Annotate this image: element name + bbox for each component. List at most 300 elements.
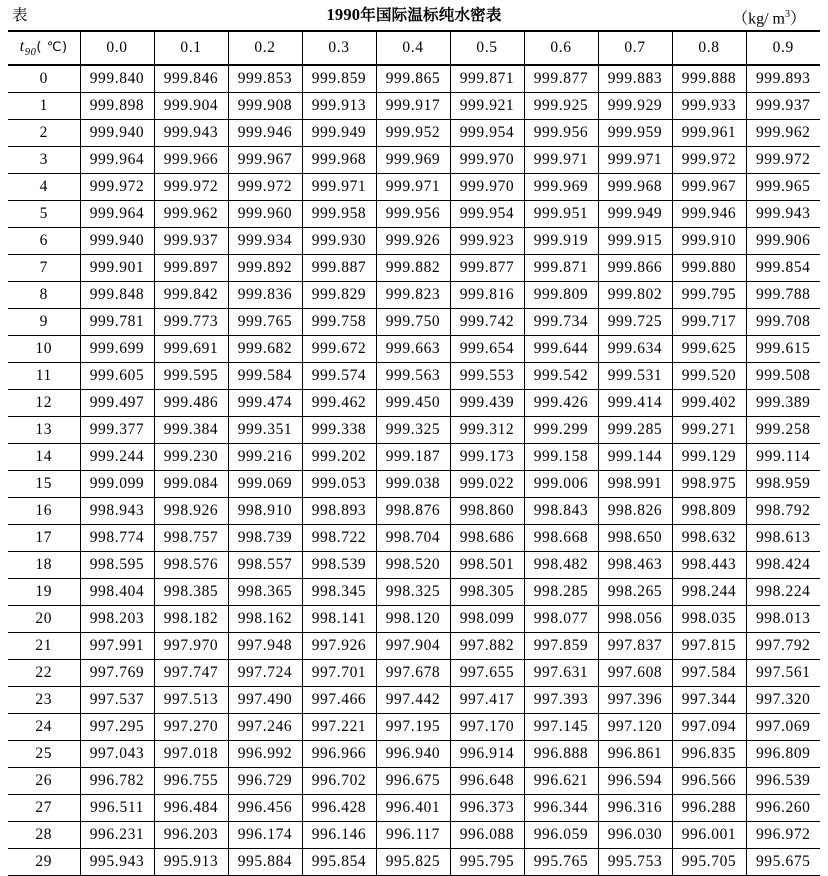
table-row	[8, 201, 820, 228]
temp-subscript: 90	[24, 47, 37, 59]
table-row	[8, 93, 820, 120]
table-row	[8, 795, 820, 822]
density-cell: 999.691	[154, 336, 228, 363]
density-cell: 999.809	[524, 282, 598, 309]
temp-unit: ( ℃)	[36, 39, 68, 55]
table-row	[8, 65, 820, 93]
density-cell: 997.417	[450, 687, 524, 714]
density-cell: 996.914	[450, 741, 524, 768]
density-cell: 999.934	[228, 228, 302, 255]
row-header-temperature: 14	[8, 444, 80, 471]
density-cell: 998.739	[228, 525, 302, 552]
density-cell: 999.917	[376, 93, 450, 120]
density-cell: 999.531	[598, 363, 672, 390]
density-cell: 998.120	[376, 606, 450, 633]
density-cell: 998.722	[302, 525, 376, 552]
density-cell: 999.925	[524, 93, 598, 120]
row-header-temperature: 22	[8, 660, 80, 687]
density-cell: 999.882	[376, 255, 450, 282]
density-cell: 999.971	[524, 147, 598, 174]
density-cell: 997.970	[154, 633, 228, 660]
density-cell: 997.678	[376, 660, 450, 687]
density-cell: 997.246	[228, 714, 302, 741]
density-cell: 998.501	[450, 552, 524, 579]
density-cell: 999.663	[376, 336, 450, 363]
row-header-temperature: 29	[8, 849, 80, 876]
row-header-temperature: 13	[8, 417, 80, 444]
density-cell: 999.389	[746, 390, 820, 417]
density-cell: 997.344	[672, 687, 746, 714]
density-cell: 999.913	[302, 93, 376, 120]
density-cell: 998.893	[302, 498, 376, 525]
density-cell: 999.972	[672, 147, 746, 174]
density-cell: 998.056	[598, 606, 672, 633]
density-cell: 999.966	[154, 147, 228, 174]
density-cell: 996.729	[228, 768, 302, 795]
density-cell: 999.734	[524, 309, 598, 336]
density-cell: 995.765	[524, 849, 598, 876]
density-cell: 999.949	[302, 120, 376, 147]
density-cell: 999.795	[672, 282, 746, 309]
density-cell: 998.385	[154, 579, 228, 606]
density-cell: 999.173	[450, 444, 524, 471]
density-cell: 999.497	[80, 390, 154, 417]
density-cell: 999.904	[154, 93, 228, 120]
density-cell: 997.701	[302, 660, 376, 687]
column-header-1: 0.1	[154, 31, 228, 65]
row-header-temperature: 19	[8, 579, 80, 606]
density-cell: 997.948	[228, 633, 302, 660]
density-cell: 996.344	[524, 795, 598, 822]
density-cell: 999.285	[598, 417, 672, 444]
density-cell: 999.439	[450, 390, 524, 417]
table-row	[8, 552, 820, 579]
density-cell: 999.377	[80, 417, 154, 444]
density-cell: 999.969	[376, 147, 450, 174]
density-cell: 999.384	[154, 417, 228, 444]
density-cell: 999.871	[524, 255, 598, 282]
row-header-temperature: 12	[8, 390, 80, 417]
density-cell: 999.951	[524, 201, 598, 228]
density-cell: 999.888	[672, 65, 746, 93]
density-cell: 997.270	[154, 714, 228, 741]
caption-label: 表	[12, 6, 28, 24]
column-header-3: 0.3	[302, 31, 376, 65]
density-cell: 999.158	[524, 444, 598, 471]
density-cell: 997.018	[154, 741, 228, 768]
density-cell: 999.351	[228, 417, 302, 444]
column-header-8: 0.8	[672, 31, 746, 65]
row-header-temperature: 1	[8, 93, 80, 120]
density-cell: 999.901	[80, 255, 154, 282]
density-cell: 995.884	[228, 849, 302, 876]
density-cell: 999.961	[672, 120, 746, 147]
table-row	[8, 147, 820, 174]
row-header-temperature: 10	[8, 336, 80, 363]
density-cell: 999.230	[154, 444, 228, 471]
density-cell: 998.774	[80, 525, 154, 552]
density-cell: 996.861	[598, 741, 672, 768]
density-cell: 996.373	[450, 795, 524, 822]
density-cell: 996.059	[524, 822, 598, 849]
density-cell: 998.099	[450, 606, 524, 633]
density-cell: 999.312	[450, 417, 524, 444]
density-cell: 996.621	[524, 768, 598, 795]
density-cell: 996.675	[376, 768, 450, 795]
density-cell: 997.396	[598, 687, 672, 714]
density-cell: 999.854	[746, 255, 820, 282]
density-cell: 998.404	[80, 579, 154, 606]
density-cell: 999.908	[228, 93, 302, 120]
density-cell: 997.466	[302, 687, 376, 714]
density-cell: 999.972	[746, 147, 820, 174]
density-cell: 995.825	[376, 849, 450, 876]
density-cell: 999.960	[228, 201, 302, 228]
density-cell: 999.099	[80, 471, 154, 498]
density-cell: 998.244	[672, 579, 746, 606]
density-cell: 999.644	[524, 336, 598, 363]
density-cell: 999.750	[376, 309, 450, 336]
density-cell: 999.940	[80, 228, 154, 255]
density-cell: 999.898	[80, 93, 154, 120]
column-header-0: 0.0	[80, 31, 154, 65]
table-row	[8, 687, 820, 714]
table-row	[8, 768, 820, 795]
density-cell: 995.913	[154, 849, 228, 876]
density-cell: 996.174	[228, 822, 302, 849]
density-cell: 998.704	[376, 525, 450, 552]
density-cell: 999.542	[524, 363, 598, 390]
density-cell: 996.316	[598, 795, 672, 822]
density-cell: 998.576	[154, 552, 228, 579]
density-cell: 999.836	[228, 282, 302, 309]
table-row	[8, 606, 820, 633]
density-cell: 999.758	[302, 309, 376, 336]
row-header-temperature: 24	[8, 714, 80, 741]
density-cell: 998.463	[598, 552, 672, 579]
density-cell: 999.414	[598, 390, 672, 417]
density-cell: 997.631	[524, 660, 598, 687]
density-cell: 997.513	[154, 687, 228, 714]
density-cell: 999.971	[376, 174, 450, 201]
density-cell: 999.877	[450, 255, 524, 282]
density-cell: 996.231	[80, 822, 154, 849]
density-cell: 999.615	[746, 336, 820, 363]
density-cell: 995.675	[746, 849, 820, 876]
density-cell: 999.967	[672, 174, 746, 201]
density-cell: 999.972	[228, 174, 302, 201]
density-cell: 995.854	[302, 849, 376, 876]
table-row	[8, 390, 820, 417]
density-cell: 998.792	[746, 498, 820, 525]
density-cell: 998.345	[302, 579, 376, 606]
density-cell: 999.625	[672, 336, 746, 363]
density-cell: 998.843	[524, 498, 598, 525]
density-cell: 996.566	[672, 768, 746, 795]
density-cell: 998.365	[228, 579, 302, 606]
density-cell: 999.765	[228, 309, 302, 336]
density-cell: 996.992	[228, 741, 302, 768]
density-cell: 996.782	[80, 768, 154, 795]
density-cell: 998.265	[598, 579, 672, 606]
density-cell: 999.965	[746, 174, 820, 201]
units-prefix: （kg/ m	[732, 10, 785, 28]
density-cell: 997.815	[672, 633, 746, 660]
table-row	[8, 714, 820, 741]
row-header-temperature: 0	[8, 65, 80, 93]
density-cell: 999.816	[450, 282, 524, 309]
density-cell: 998.959	[746, 471, 820, 498]
density-cell: 999.672	[302, 336, 376, 363]
density-cell: 996.755	[154, 768, 228, 795]
density-cell: 996.428	[302, 795, 376, 822]
density-cell: 998.539	[302, 552, 376, 579]
density-cell: 999.969	[524, 174, 598, 201]
table-body	[8, 65, 820, 876]
density-cell: 999.216	[228, 444, 302, 471]
density-cell: 999.848	[80, 282, 154, 309]
density-cell: 998.826	[598, 498, 672, 525]
table-row	[8, 174, 820, 201]
density-cell: 999.634	[598, 336, 672, 363]
row-header-temperature: 26	[8, 768, 80, 795]
table-row	[8, 660, 820, 687]
density-cell: 999.842	[154, 282, 228, 309]
density-cell: 997.069	[746, 714, 820, 741]
density-cell: 999.595	[154, 363, 228, 390]
density-cell: 999.954	[450, 120, 524, 147]
density-cell: 996.117	[376, 822, 450, 849]
density-cell: 997.859	[524, 633, 598, 660]
density-cell: 999.970	[450, 147, 524, 174]
density-cell: 997.747	[154, 660, 228, 687]
row-header-temperature: 8	[8, 282, 80, 309]
density-cell: 997.608	[598, 660, 672, 687]
density-cell: 996.401	[376, 795, 450, 822]
table-row	[8, 471, 820, 498]
density-cell: 998.077	[524, 606, 598, 633]
density-cell: 999.871	[450, 65, 524, 93]
density-cell: 999.584	[228, 363, 302, 390]
density-cell: 999.006	[524, 471, 598, 498]
density-cell: 999.972	[80, 174, 154, 201]
table-row	[8, 282, 820, 309]
density-cell: 997.537	[80, 687, 154, 714]
density-cell: 999.022	[450, 471, 524, 498]
column-header-2: 0.2	[228, 31, 302, 65]
column-header-7: 0.7	[598, 31, 672, 65]
density-cell: 997.769	[80, 660, 154, 687]
density-cell: 999.508	[746, 363, 820, 390]
column-header-4: 0.4	[376, 31, 450, 65]
density-cell: 999.967	[228, 147, 302, 174]
density-cell: 999.563	[376, 363, 450, 390]
density-cell: 996.648	[450, 768, 524, 795]
density-cell: 995.753	[598, 849, 672, 876]
title-text: 年国际温标纯水密表	[360, 6, 502, 24]
table-row	[8, 120, 820, 147]
density-cell: 998.424	[746, 552, 820, 579]
density-cell: 999.949	[598, 201, 672, 228]
density-cell: 999.956	[524, 120, 598, 147]
density-cell: 996.088	[450, 822, 524, 849]
density-cell: 999.084	[154, 471, 228, 498]
row-header-temperature: 17	[8, 525, 80, 552]
density-cell: 998.141	[302, 606, 376, 633]
density-cell: 999.897	[154, 255, 228, 282]
density-cell: 998.520	[376, 552, 450, 579]
table-row	[8, 849, 820, 876]
density-cell: 995.943	[80, 849, 154, 876]
density-cell: 999.887	[302, 255, 376, 282]
density-cell: 996.456	[228, 795, 302, 822]
density-cell: 996.203	[154, 822, 228, 849]
density-cell: 998.305	[450, 579, 524, 606]
row-header-temperature: 15	[8, 471, 80, 498]
density-cell: 999.964	[80, 201, 154, 228]
density-cell: 999.906	[746, 228, 820, 255]
density-cell: 999.929	[598, 93, 672, 120]
density-cell: 995.795	[450, 849, 524, 876]
density-cell: 999.520	[672, 363, 746, 390]
density-cell: 999.919	[524, 228, 598, 255]
density-cell: 999.129	[672, 444, 746, 471]
row-header-temperature: 23	[8, 687, 80, 714]
temp-symbol: t	[19, 37, 25, 55]
density-cell: 998.757	[154, 525, 228, 552]
density-cell: 997.320	[746, 687, 820, 714]
row-header-temperature: 28	[8, 822, 80, 849]
density-cell: 999.402	[672, 390, 746, 417]
density-cell: 999.717	[672, 309, 746, 336]
table-row	[8, 498, 820, 525]
density-cell: 999.970	[450, 174, 524, 201]
density-cell: 999.968	[302, 147, 376, 174]
density-cell: 999.926	[376, 228, 450, 255]
density-cell: 999.946	[228, 120, 302, 147]
density-cell: 996.702	[302, 768, 376, 795]
density-cell: 998.943	[80, 498, 154, 525]
table-row	[8, 579, 820, 606]
density-cell: 999.823	[376, 282, 450, 309]
density-cell: 999.840	[80, 65, 154, 93]
row-header-temperature: 27	[8, 795, 80, 822]
density-cell: 999.915	[598, 228, 672, 255]
density-cell: 999.574	[302, 363, 376, 390]
density-cell: 999.486	[154, 390, 228, 417]
row-header-temperature: 6	[8, 228, 80, 255]
density-cell: 997.904	[376, 633, 450, 660]
density-cell: 997.837	[598, 633, 672, 660]
density-cell: 999.880	[672, 255, 746, 282]
density-cell: 999.788	[746, 282, 820, 309]
density-cell: 996.260	[746, 795, 820, 822]
table-caption	[8, 0, 820, 30]
row-header-temperature: 7	[8, 255, 80, 282]
density-cell: 999.725	[598, 309, 672, 336]
density-cell: 998.860	[450, 498, 524, 525]
density-cell: 998.910	[228, 498, 302, 525]
density-cell: 999.892	[228, 255, 302, 282]
density-cell: 998.203	[80, 606, 154, 633]
density-cell: 999.952	[376, 120, 450, 147]
page-title	[8, 0, 820, 30]
density-cell: 996.972	[746, 822, 820, 849]
density-cell: 998.285	[524, 579, 598, 606]
row-header-temperature: 3	[8, 147, 80, 174]
density-cell: 996.940	[376, 741, 450, 768]
density-cell: 999.781	[80, 309, 154, 336]
density-cell: 998.162	[228, 606, 302, 633]
density-cell: 999.187	[376, 444, 450, 471]
density-cell: 999.972	[154, 174, 228, 201]
density-cell: 999.271	[672, 417, 746, 444]
water-density-table	[8, 30, 820, 876]
density-cell: 997.170	[450, 714, 524, 741]
density-cell: 997.926	[302, 633, 376, 660]
density-cell: 999.923	[450, 228, 524, 255]
density-cell: 996.030	[598, 822, 672, 849]
density-cell: 997.145	[524, 714, 598, 741]
density-cell: 999.866	[598, 255, 672, 282]
density-cell: 996.001	[672, 822, 746, 849]
table-row	[8, 633, 820, 660]
density-cell: 997.882	[450, 633, 524, 660]
density-cell: 998.876	[376, 498, 450, 525]
table-row	[8, 228, 820, 255]
density-cell: 999.426	[524, 390, 598, 417]
density-cell: 999.943	[746, 201, 820, 228]
density-cell: 999.930	[302, 228, 376, 255]
density-cell: 999.883	[598, 65, 672, 93]
density-cell: 997.195	[376, 714, 450, 741]
table-row	[8, 363, 820, 390]
density-cell: 999.708	[746, 309, 820, 336]
density-cell: 997.043	[80, 741, 154, 768]
density-cell: 998.035	[672, 606, 746, 633]
density-cell: 995.705	[672, 849, 746, 876]
density-cell: 999.921	[450, 93, 524, 120]
density-cell: 998.686	[450, 525, 524, 552]
density-cell: 997.442	[376, 687, 450, 714]
density-cell: 997.490	[228, 687, 302, 714]
density-cell: 999.958	[302, 201, 376, 228]
table-header	[8, 31, 820, 65]
density-cell: 999.802	[598, 282, 672, 309]
density-cell: 999.962	[746, 120, 820, 147]
density-cell: 999.910	[672, 228, 746, 255]
density-cell: 996.511	[80, 795, 154, 822]
density-cell: 999.114	[746, 444, 820, 471]
density-cell: 999.865	[376, 65, 450, 93]
row-header-temperature: 18	[8, 552, 80, 579]
density-cell: 997.094	[672, 714, 746, 741]
density-cell: 999.605	[80, 363, 154, 390]
table-row	[8, 741, 820, 768]
density-cell: 996.539	[746, 768, 820, 795]
column-header-9: 0.9	[746, 31, 820, 65]
density-cell: 999.202	[302, 444, 376, 471]
density-cell: 996.888	[524, 741, 598, 768]
row-header-temperature: 2	[8, 120, 80, 147]
density-cell: 999.462	[302, 390, 376, 417]
table-row	[8, 822, 820, 849]
density-cell: 998.557	[228, 552, 302, 579]
density-cell: 999.682	[228, 336, 302, 363]
title-year: 1990	[326, 5, 361, 24]
density-cell: 997.120	[598, 714, 672, 741]
density-cell: 998.632	[672, 525, 746, 552]
